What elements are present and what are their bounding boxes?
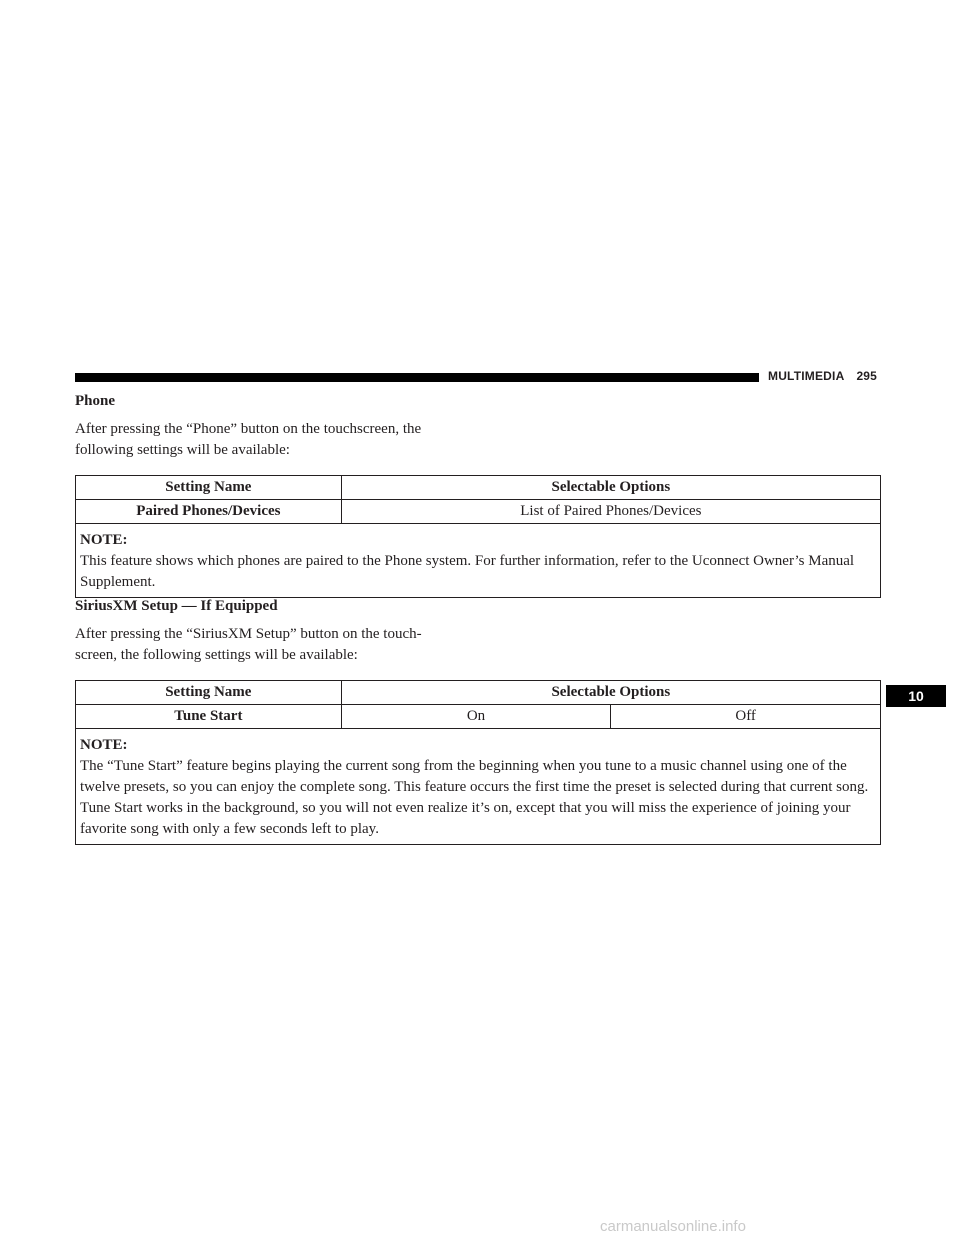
note-row: [76, 729, 881, 845]
page-number: 295: [856, 369, 878, 383]
phone-intro: [75, 419, 495, 461]
phone-intro-line-1: After pressing the “Phone” button on the touchscreen, the: [75, 421, 422, 437]
note-cell: [76, 524, 881, 598]
note-label: NOTE:: [80, 532, 128, 548]
setting-name-cell: Tune Start: [76, 705, 342, 729]
note-cell: [76, 729, 881, 845]
siriusxm-intro-line-2: screen, the following settings will be available:: [75, 647, 358, 663]
running-header: [768, 369, 877, 383]
phone-settings-table: [75, 475, 881, 598]
table-row: [76, 705, 881, 729]
phone-intro-line-2: following settings will be available:: [75, 442, 290, 458]
column-header-selectable-options: Selectable Options: [341, 681, 880, 705]
siriusxm-intro-line-1: After pressing the “SiriusXM Setup” button on the touch-: [75, 626, 422, 642]
note-row: [76, 524, 881, 598]
column-header-setting-name: Setting Name: [76, 476, 342, 500]
note-label: NOTE:: [80, 737, 128, 753]
watermark: carmanualsonline.info: [600, 1218, 746, 1235]
header-section: MULTIMEDIA: [768, 369, 845, 383]
selectable-option-on: On: [341, 705, 611, 729]
header-rule: [75, 373, 759, 382]
table-header-row: [76, 681, 881, 705]
note-text: This feature shows which phones are paired to the Phone system. For further information, refer to the Uconnect Owner’s Manual Supplement.: [80, 553, 855, 590]
siriusxm-section-title: SiriusXM Setup — If Equipped: [75, 598, 278, 614]
selectable-option-cell: List of Paired Phones/Devices: [341, 500, 880, 524]
selectable-option-off: Off: [611, 705, 881, 729]
note-text: The “Tune Start” feature begins playing the current song from the beginning when you tune to a music channel using one of the twelve presets, so you can enjoy the complete song. This feature occurs the first time the preset is selected during that current song. Tune Start works in the background, so you will not even realize it’s on, except that you will miss the experience of joining your favorite song with only a few seconds left to play.: [80, 758, 869, 837]
column-header-selectable-options: Selectable Options: [341, 476, 880, 500]
table-row: [76, 500, 881, 524]
chapter-tab: 10: [886, 685, 946, 707]
phone-section-title: Phone: [75, 393, 116, 409]
siriusxm-intro: [75, 624, 495, 666]
siriusxm-settings-table: [75, 680, 881, 845]
table-header-row: [76, 476, 881, 500]
setting-name-cell: Paired Phones/Devices: [76, 500, 342, 524]
column-header-setting-name: Setting Name: [76, 681, 342, 705]
